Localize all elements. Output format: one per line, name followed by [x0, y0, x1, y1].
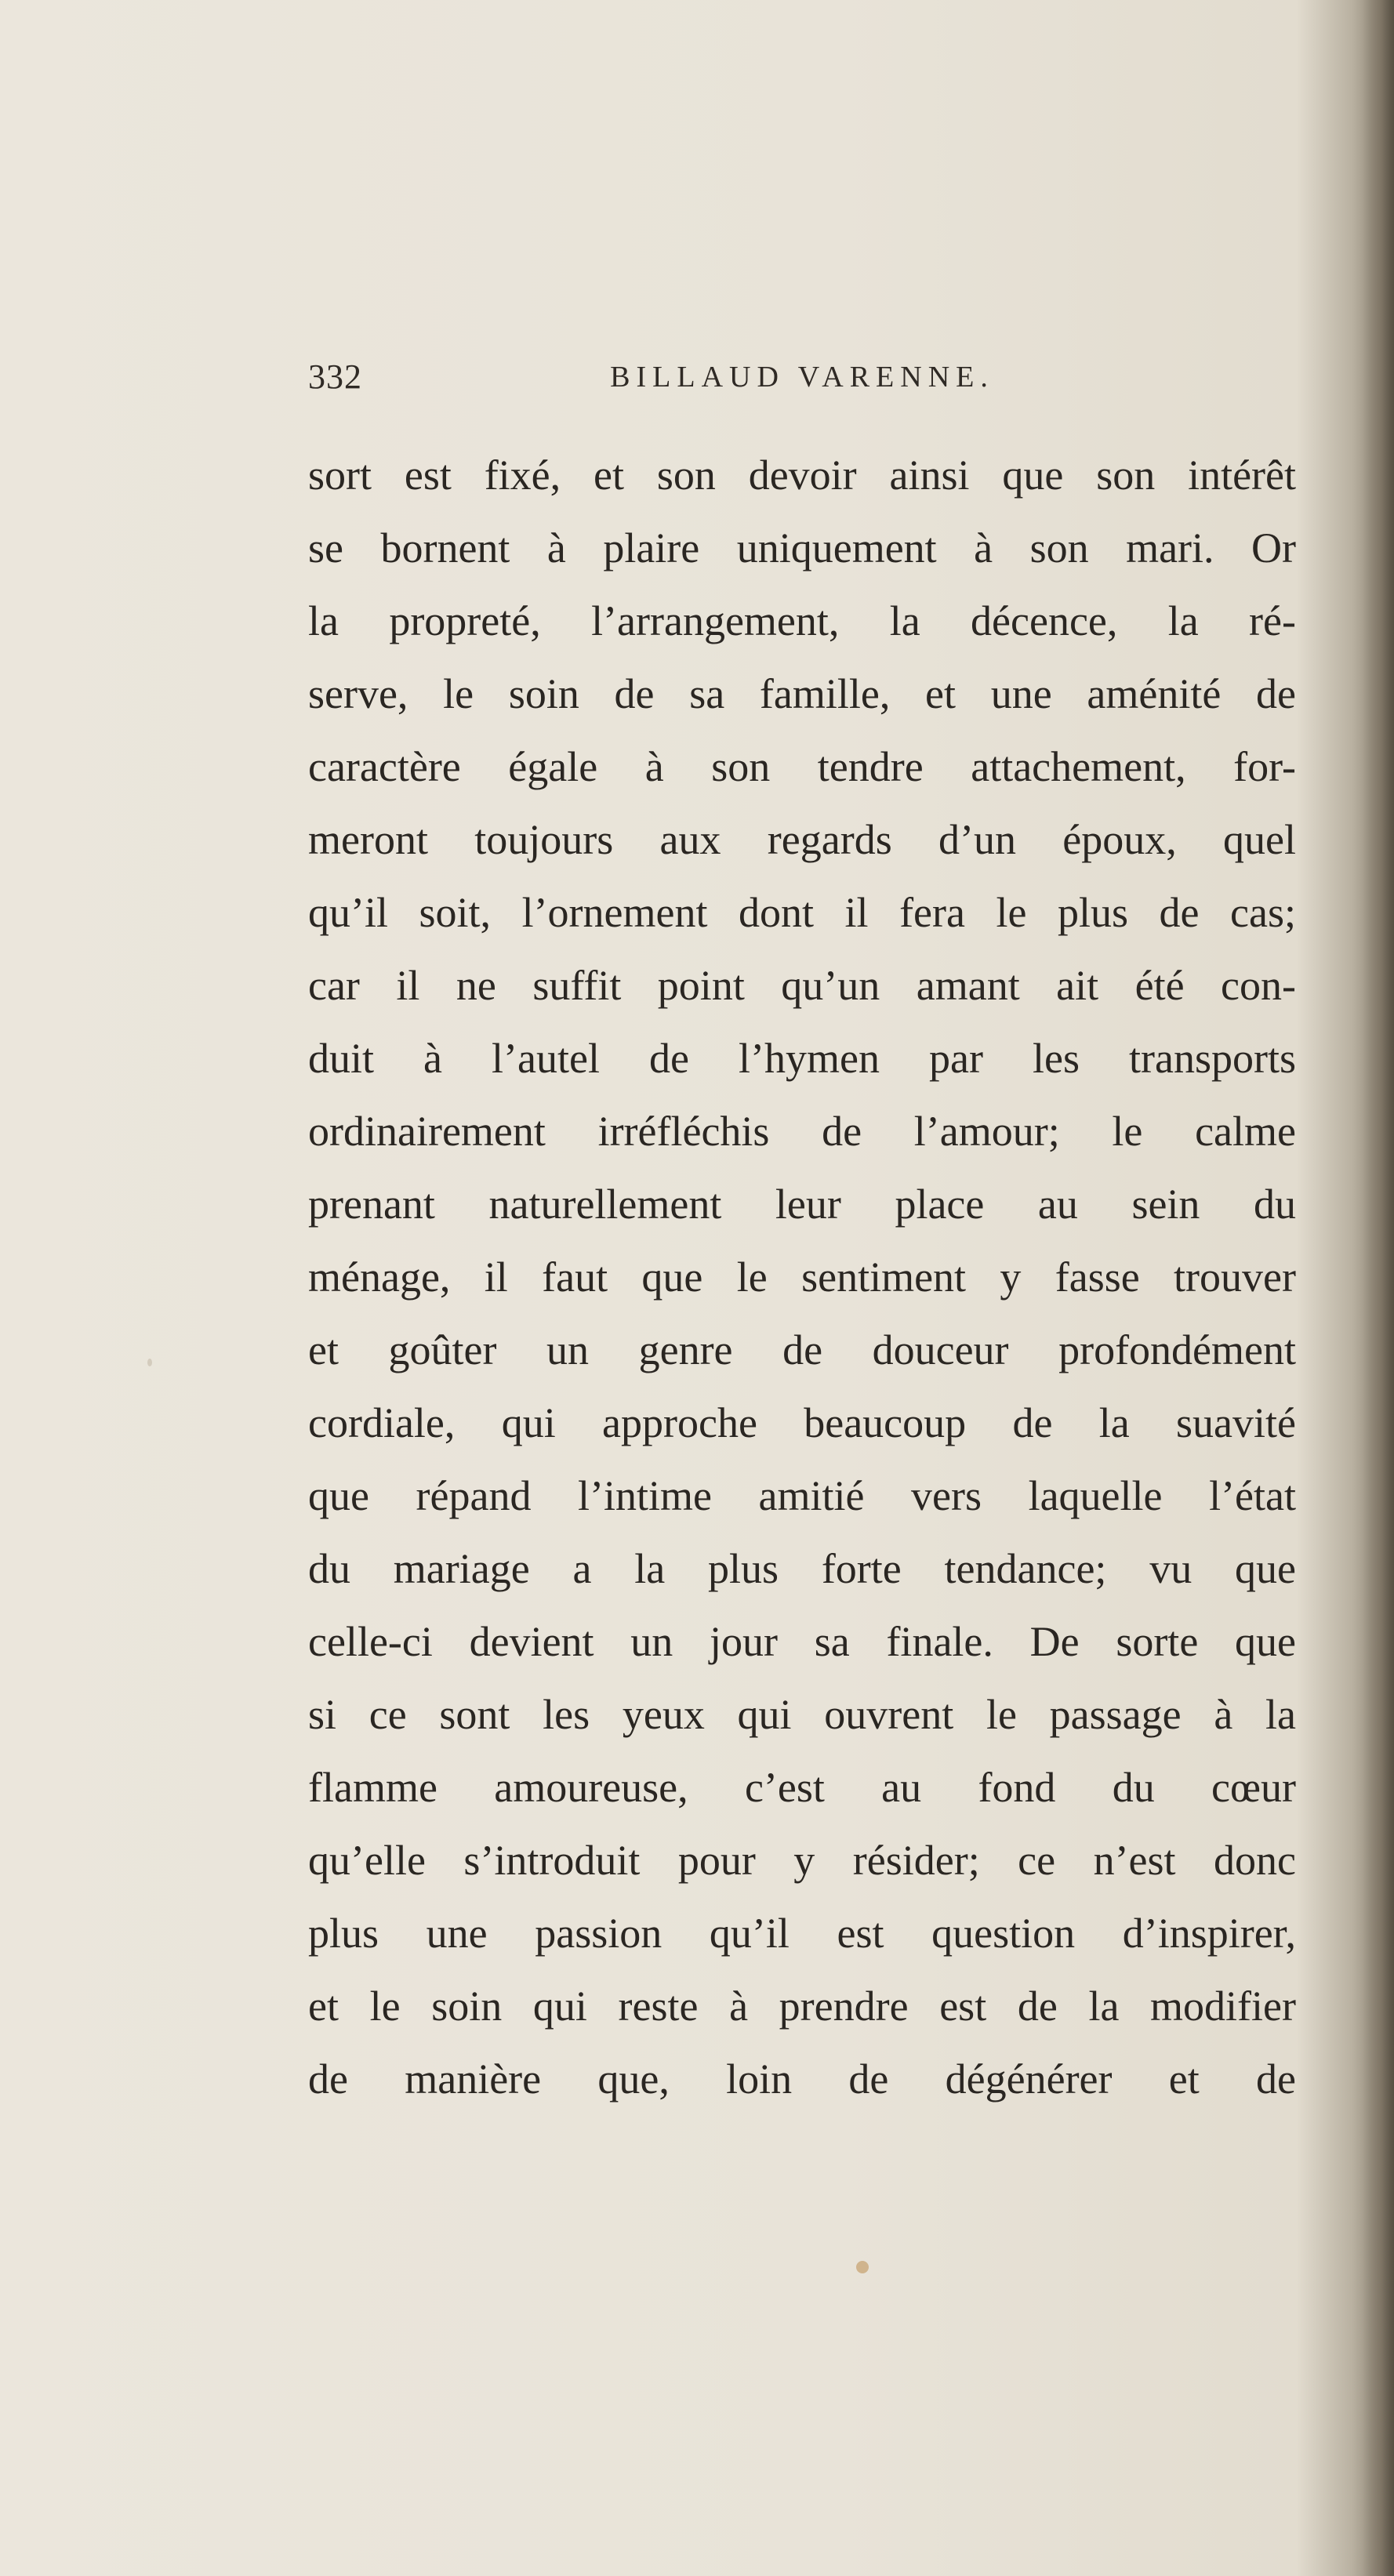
text-line: la propreté, l’arrangement, la décence, la ré-: [308, 597, 1296, 644]
text-line: et le soin qui reste à prendre est de la modifier: [308, 1983, 1296, 2030]
text-line: flamme amoureuse, c’est au fond du cœur: [308, 1764, 1296, 1811]
text-line: qu’il soit, l’ornement dont il fera le plus de cas;: [308, 889, 1296, 936]
text-line: que répand l’intime amitié vers laquelle l’état: [308, 1472, 1296, 1519]
text-line: de manière que, loin de dégénérer et de: [308, 2055, 1296, 2103]
page-edge-shadow: [1363, 0, 1394, 2576]
text-line: et goûter un genre de douceur profondément: [308, 1326, 1296, 1373]
body-text: [308, 439, 1296, 2116]
text-line: se bornent à plaire uniquement à son mari. Or: [308, 524, 1296, 571]
paper-speck: [856, 2261, 869, 2273]
text-line: duit à l’autel de l’hymen par les transports: [308, 1035, 1296, 1082]
text-line: celle-ci devient un jour sa finale. De sorte que: [308, 1618, 1296, 1665]
text-line: caractère égale à son tendre attachement, for-: [308, 743, 1296, 790]
text-line: meront toujours aux regards d’un époux, quel: [308, 816, 1296, 863]
text-line: sort est fixé, et son devoir ainsi que son intérêt: [308, 452, 1296, 499]
text-line: car il ne suffit point qu’un amant ait été con-: [308, 962, 1296, 1009]
text-line: ordinairement irréfléchis de l’amour; le calme: [308, 1108, 1296, 1155]
page-number: 332: [308, 357, 362, 396]
paper-speck: [147, 1359, 152, 1366]
running-head: BILLAUD VARENNE.: [610, 361, 994, 394]
text-line: serve, le soin de sa famille, et une aménité de: [308, 670, 1296, 717]
text-line: plus une passion qu’il est question d’inspirer,: [308, 1910, 1296, 1957]
text-line: cordiale, qui approche beaucoup de la suavité: [308, 1399, 1296, 1446]
page-header: [308, 357, 1296, 412]
text-line: ménage, il faut que le sentiment y fasse trouver: [308, 1254, 1296, 1301]
text-line: si ce sont les yeux qui ouvrent le passage à la: [308, 1691, 1296, 1738]
text-line: prenant naturellement leur place au sein du: [308, 1181, 1296, 1228]
text-line: qu’elle s’introduit pour y résider; ce n’est donc: [308, 1837, 1296, 1884]
text-line: du mariage a la plus forte tendance; vu que: [308, 1545, 1296, 1592]
